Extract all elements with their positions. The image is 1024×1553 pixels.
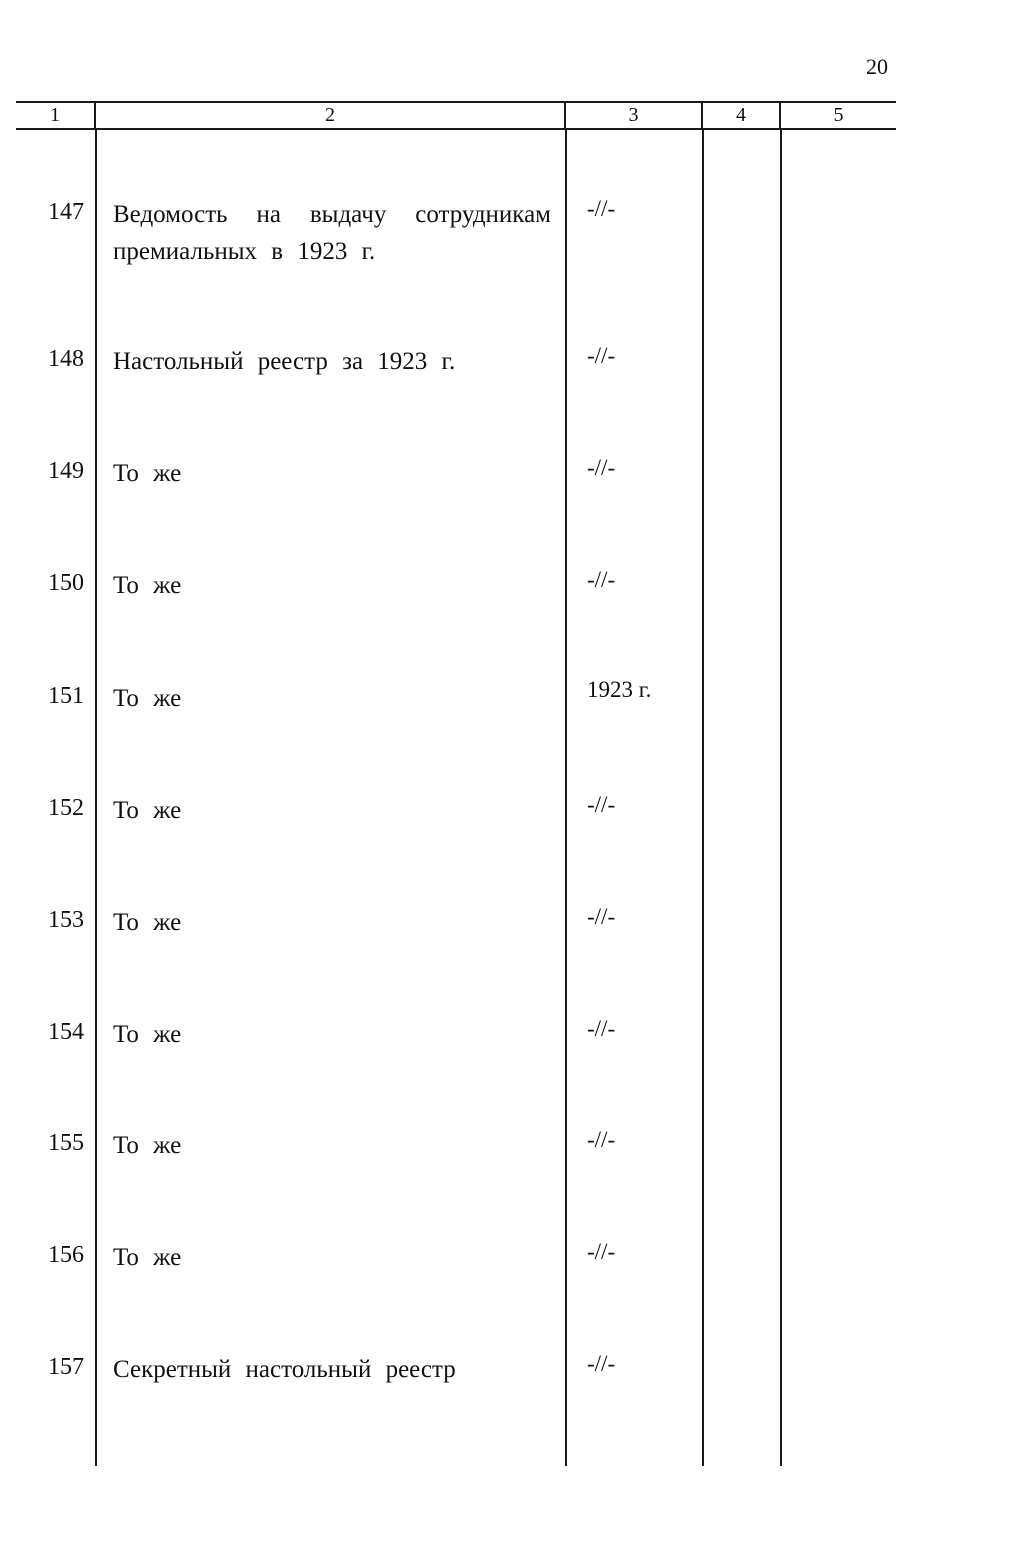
column-divider (565, 128, 567, 1466)
row-number: 149 (48, 458, 84, 484)
row-number: 156 (48, 1242, 84, 1268)
row-title: То же (113, 909, 182, 936)
table-top-rule (16, 101, 896, 103)
row-title: То же (113, 1021, 182, 1048)
row-number: 150 (48, 570, 84, 596)
row-number: 154 (48, 1019, 84, 1045)
column-header-4: 4 (736, 104, 746, 126)
row-number: 148 (48, 346, 84, 372)
column-header-2: 2 (325, 104, 335, 126)
column-header-3: 3 (628, 104, 639, 126)
row-title: Настольный реестр за 1923 г. (113, 348, 456, 375)
row-date: -//- (587, 1127, 616, 1152)
row-number: 157 (48, 1354, 84, 1380)
row-date: -//- (587, 904, 616, 929)
row-title: То же (113, 1132, 182, 1159)
column-divider (702, 128, 704, 1466)
row-title: То же (113, 460, 182, 487)
row-number: 155 (48, 1130, 84, 1156)
row-number: 151 (48, 683, 84, 709)
page-number: 20 (866, 54, 888, 79)
column-divider (780, 128, 782, 1466)
row-title: То же (113, 572, 182, 599)
row-date: -//- (587, 567, 616, 592)
column-header-1: 1 (50, 104, 60, 126)
column-divider (95, 128, 97, 1466)
row-title: Секретный настольный реестр (113, 1356, 456, 1383)
row-date: -//- (587, 1351, 616, 1376)
row-number: 147 (48, 199, 84, 225)
row-number: 153 (48, 907, 84, 933)
row-date: -//- (587, 792, 616, 817)
row-number: 152 (48, 795, 84, 821)
row-date: -//- (587, 1239, 616, 1264)
row-date: -//- (587, 1016, 616, 1041)
row-date: -//- (587, 196, 616, 221)
row-title: То же (113, 685, 182, 712)
row-title: Ведомость на выдачу сотрудникам премиальных в 1923 г. (113, 201, 551, 265)
row-date: 1923 г. (587, 677, 652, 702)
column-header-5: 5 (833, 104, 844, 126)
row-date: -//- (587, 343, 616, 368)
row-title: То же (113, 797, 182, 824)
row-title: То же (113, 1244, 182, 1271)
row-date: -//- (587, 455, 616, 480)
table-header-rule (16, 128, 896, 130)
